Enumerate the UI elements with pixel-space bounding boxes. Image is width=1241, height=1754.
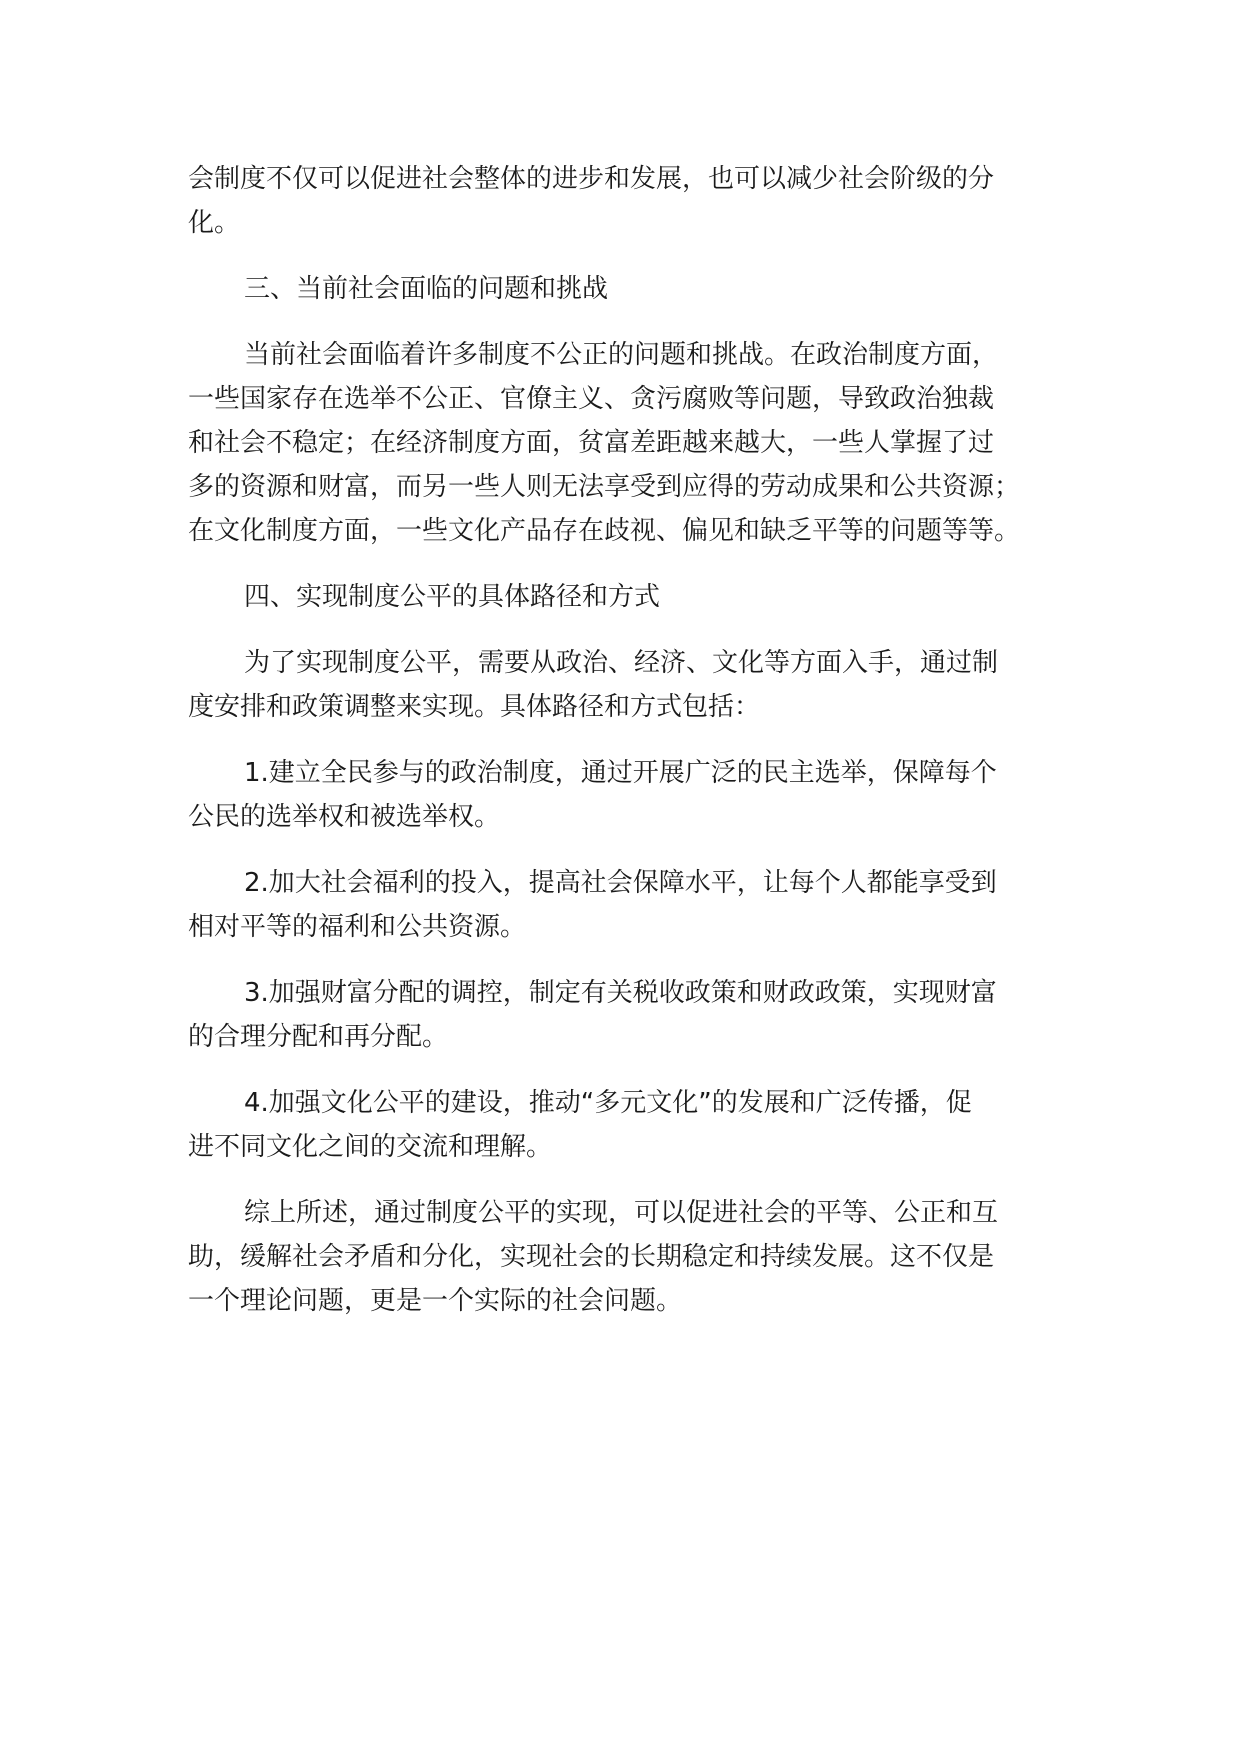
text-line: 进不同文化之间的交流和理解。 (188, 1132, 553, 1162)
text-line: 一个理论问题，更是一个实际的社会问题。 (188, 1286, 683, 1316)
section-heading-3 (188, 267, 1088, 311)
text-line: 公民的选举权和被选举权。 (188, 802, 501, 832)
text-line: 一些国家存在选举不公正、官僚主义、贪污腐败等问题，导致政治独裁 (188, 384, 995, 414)
heading-text: 三、当前社会面临的问题和挑战 (244, 274, 609, 304)
text-line: 和社会不稳定；在经济制度方面，贫富差距越来越大，一些人掌握了过 (188, 428, 995, 458)
document-body (188, 157, 1088, 1345)
paragraph-conclusion (188, 1191, 1088, 1323)
list-item-3 (188, 971, 1088, 1059)
text-line: 2.加大社会福利的投入，提高社会保障水平，让每个人都能享受到 (244, 868, 997, 898)
text-line: 在文化制度方面，一些文化产品存在歧视、偏见和缺乏平等的问题等等。 (188, 516, 1021, 546)
text-line: 相对平等的福利和公共资源。 (188, 912, 527, 942)
text-line: 会制度不仅可以促进社会整体的进步和发展，也可以减少社会阶级的分 (188, 164, 995, 194)
text-line: 多的资源和财富，而另一些人则无法享受到应得的劳动成果和公共资源； (188, 472, 1021, 502)
list-item-1 (188, 751, 1088, 839)
text-line: 当前社会面临着许多制度不公正的问题和挑战。在政治制度方面， (244, 340, 999, 370)
text-line: 3.加强财富分配的调控，制定有关税收政策和财政政策，实现财富 (244, 978, 997, 1008)
section-heading-4 (188, 575, 1088, 619)
list-item-4 (188, 1081, 1088, 1169)
text-line: 为了实现制度公平，需要从政治、经济、文化等方面入手，通过制 (244, 648, 999, 678)
text-line: 4.加强文化公平的建设，推动“多元文化”的发展和广泛传播，促 (244, 1088, 972, 1118)
text-line: 化。 (188, 208, 241, 238)
paragraph-current-problems (188, 333, 1088, 553)
list-item-2 (188, 861, 1088, 949)
text-line: 1.建立全民参与的政治制度，通过开展广泛的民主选举，保障每个 (244, 758, 997, 788)
text-line: 综上所述，通过制度公平的实现，可以促进社会的平等、公正和互 (244, 1198, 999, 1228)
paragraph-approach-intro (188, 641, 1088, 729)
text-line: 助，缓解社会矛盾和分化，实现社会的长期稳定和持续发展。这不仅是 (188, 1242, 995, 1272)
text-line: 的合理分配和再分配。 (188, 1022, 449, 1052)
heading-text: 四、实现制度公平的具体路径和方式 (244, 582, 661, 612)
paragraph-continuation (188, 157, 1088, 245)
text-line: 度安排和政策调整来实现。具体路径和方式包括： (188, 692, 761, 722)
